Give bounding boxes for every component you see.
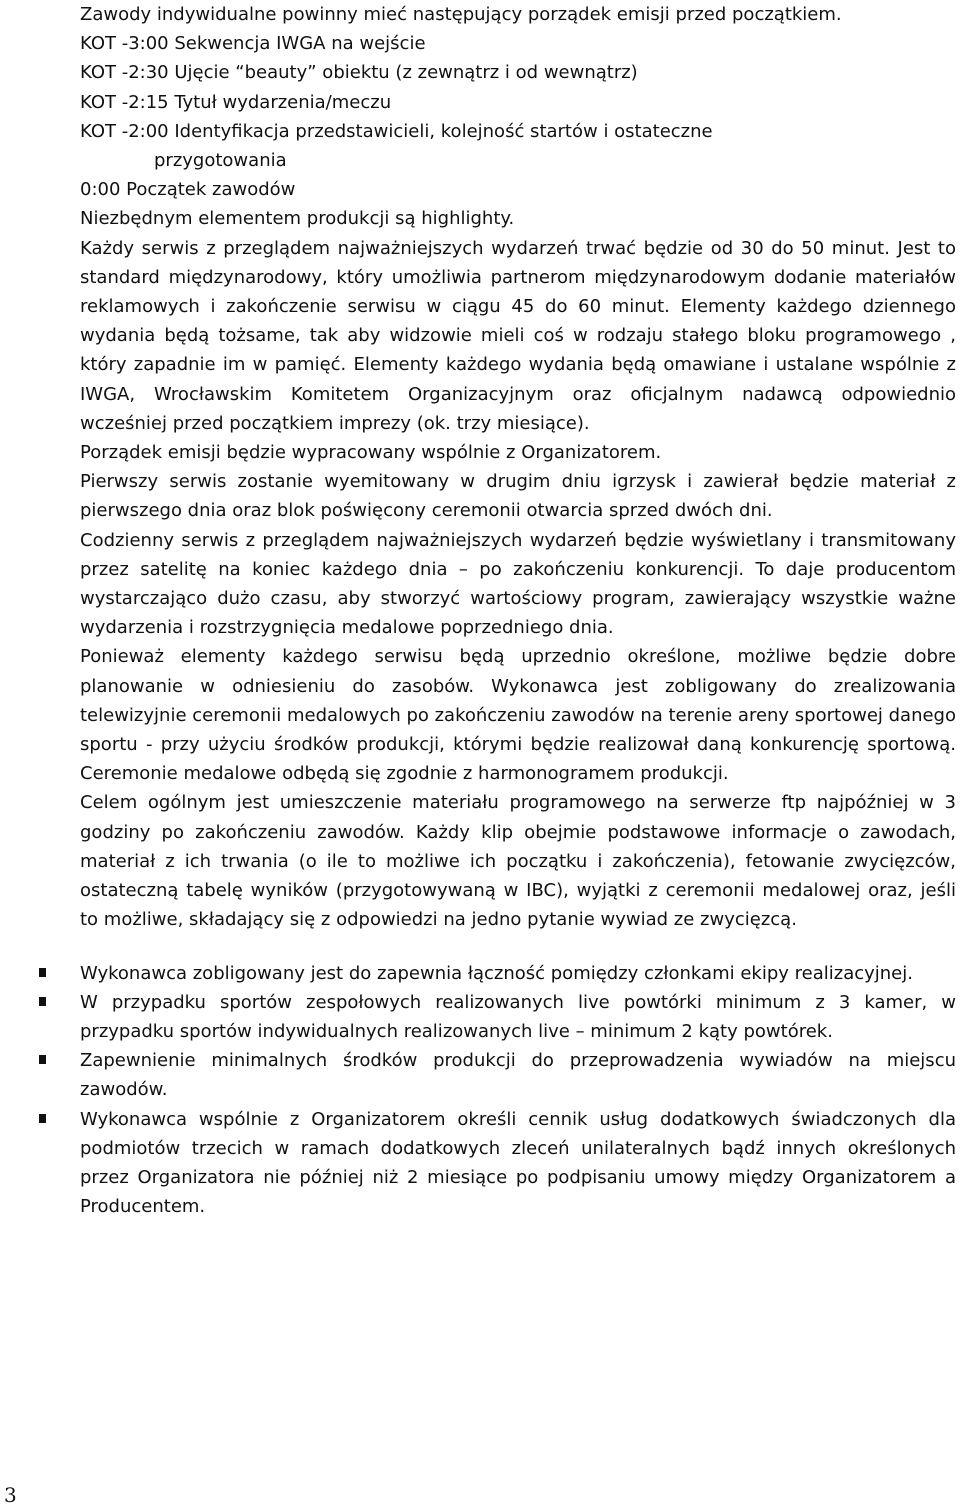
list-item-text: Wykonawca zobligowany jest do zapewnia łączność pomiędzy członkami ekipy realizacyjnej. (80, 962, 913, 984)
schedule-line-start: 0:00 Początek zawodów (80, 179, 296, 201)
square-bullet-icon (39, 968, 46, 977)
document-body (80, 0, 956, 1221)
paragraph-medal-ceremonies: Ponieważ elementy każdego serwisu będą uprzednio określone, możliwe będzie dobre planowanie w odniesieniu do zasobów. Wykonawca jest zobligowany do zrealizowania telewizyjnie ceremonii medalowych po zakończeniu zawodów na terenie areny sportowej danego sportu - przy użyciu środków produkcji, którymi będzie realizował daną konkurencję sportową. Ceremonie medalowe odbędą się zgodnie z harmonogramem produkcji. (80, 646, 956, 785)
square-bullet-icon (39, 1114, 46, 1123)
schedule-line-kot-230: KOT -2:30 Ujęcie “beauty” obiektu (z zewnątrz i od wewnątrz) (80, 62, 638, 84)
schedule-line-kot-215: KOT -2:15 Tytuł wydarzenia/meczu (80, 91, 392, 113)
list-item-text: W przypadku sportów zespołowych realizowanych live powtórki minimum z 3 kamer, w przypadku sportów indywidualnych realizowanych live – minimum 2 kąty powtórek. (80, 991, 956, 1042)
list-item (80, 959, 956, 988)
square-bullet-icon (39, 997, 46, 1006)
section-gap (80, 951, 956, 959)
list-item (80, 1046, 956, 1104)
schedule-line-kot-2: KOT -2:00 Identyfikacja przedstawicieli, kolejność startów i ostateczne (80, 120, 713, 142)
schedule-line-kot-3: KOT -3:00 Sekwencja IWGA na wejście (80, 33, 426, 55)
list-item-text: Zapewnienie minimalnych środków produkcji do przeprowadzenia wywiadów na miejscu zawodów. (80, 1050, 956, 1101)
square-bullet-icon (39, 1055, 46, 1064)
paragraph-highlights: Niezbędnym elementem produkcji są highlighty. (80, 208, 515, 230)
paragraph-emission-order: Porządek emisji będzie wypracowany wspólnie z Organizatorem. (80, 442, 662, 464)
paragraph-service-length: Każdy serwis z przeglądem najważniejszych wydarzeń trwać będzie od 30 do 50 minut. Jest to standard międzynarodowy, który umożliwia partnerom międzynarodowym dodanie materiałów reklamowych i zakończenie serwisu w ciągu 45 do 60 minut. Elementy każdego dziennego wydania będą tożsame, tak aby widzowie mieli coś w rodzaju stałego bloku programowego , który zapadnie im w pamięć. Elementy każdego wydania będą omawiane i ustalane wspólnie z IWGA, Wrocławskim Komitetem Organizacyjnym oraz oficjalnym nadawcą odpowiednio wcześniej przed początkiem imprezy (ok. trzy miesiące). (80, 237, 956, 434)
list-item (80, 988, 956, 1046)
schedule-line-kot-2-continued: przygotowania (154, 150, 287, 172)
section-gap (80, 935, 956, 943)
paragraph-daily-service: Codzienny serwis z przeglądem najważniejszych wydarzeń będzie wyświetlany i transmitowany przez satelitę na koniec każdego dnia – po zakończeniu konkurencji. To daje producentom wystarczająco dużo czasu, aby stworzyć wartościowy program, zawierający wszystkie ważne wydarzenia i rozstrzygnięcia medalowe poprzedniego dnia. (80, 529, 956, 639)
list-item (80, 1105, 956, 1222)
paragraph-ftp-server: Celem ogólnym jest umieszczenie materiału programowego na serwerze ftp najpóźniej w 3 godziny po zakończeniu zawodów. Każdy klip obejmie podstawowe informacje o zawodach, materiał z ich trwania (o ile to możliwe ich początku i zakończenia), fetowanie zwycięzców, ostateczną tabelę wyników (przygotowywaną w IBC), wyjątki z ceremonii medalowej oraz, jeśli to możliwe, składający się z odpowiedzi na jedno pytanie wywiad ze zwycięzcą. (80, 792, 956, 931)
requirements-list (80, 959, 956, 1222)
list-item-text: Wykonawca wspólnie z Organizatorem określi cennik usług dodatkowych świadczonych dla podmiotów trzecich w ramach dodatkowych zleceń unilateralnych bądź innych określonych przez Organizatora nie później niż 2 miesiące po podpisaniu umowy między Organizatorem a Producentem. (80, 1108, 956, 1218)
paragraph-intro: Zawody indywidualne powinny mieć następujący porządek emisji przed początkiem. (80, 4, 842, 25)
page-number: 3 (4, 1483, 17, 1507)
section-gap (80, 943, 956, 951)
paragraph-first-service: Pierwszy serwis zostanie wyemitowany w drugim dniu igrzysk i zawierał będzie materiał z pierwszego dnia oraz blok poświęcony ceremonii otwarcia sprzed dwóch dni. (80, 471, 956, 522)
